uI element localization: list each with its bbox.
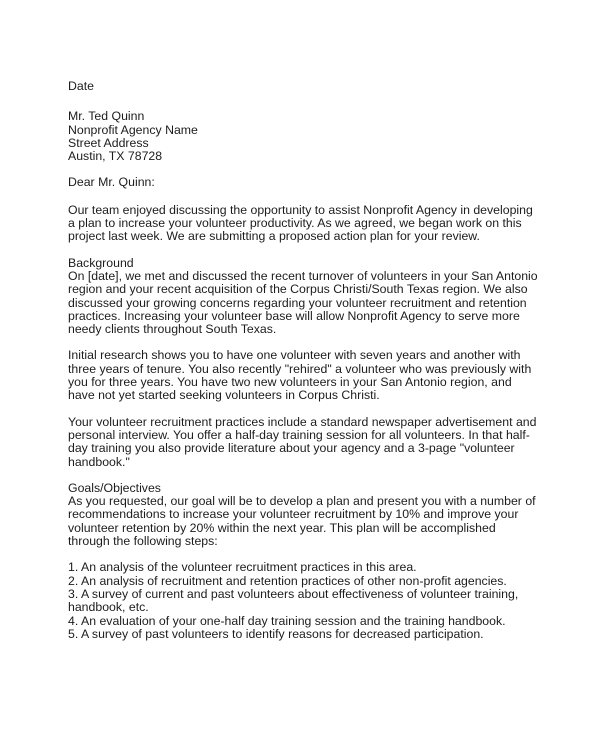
background-paragraph-2: Initial research shows you to have one volunteer with seven years and another with three years of tenure. You also recently "rehired" a volunteer who was previously with you for three years. You have two new volunteers in your San Antonio region, and have not yet started seeking volunteers in Corpus Christi. (68, 348, 532, 403)
salutation: Dear Mr. Quinn: (68, 175, 155, 190)
background-paragraph-3: Your volunteer recruitment practices include a standard newspaper advertisement and personal interview. You offer a half-day training session for all volunteers. In that half-day training you also provide literature about your agency and a 3-page "volunteer handbook." (68, 414, 537, 469)
list-item: 1. An analysis of the volunteer recruitment practices in this area. (68, 560, 417, 575)
recipient-city: Austin, TX 78728 (68, 149, 163, 164)
goals-paragraph: As you requested, our goal will be to develop a plan and present you with a number of recommendations to increase your volunteer recruitment by 10% and improve your volunteer retention by 20% within the next year. This plan will be accomplished through the following steps: (68, 494, 536, 549)
goals-heading: Goals/Objectives (68, 480, 161, 495)
recipient-address (68, 110, 538, 163)
list-item: 5. A survey of past volunteers to identify reasons for decreased participation. (68, 626, 484, 641)
list-item: 3. A survey of current and past volunteers about effectiveness of volunteer training, handbook, etc. (68, 586, 519, 615)
list-item: 2. An analysis of recruitment and retention practices of other non-profit agencies. (68, 573, 507, 588)
recipient-name: Mr. Ted Quinn (68, 109, 145, 124)
recipient-street: Street Address (68, 135, 149, 150)
letter-date: Date (68, 79, 94, 93)
background-heading: Background (68, 255, 134, 270)
intro-paragraph: Our team enjoyed discussing the opportunity to assist Nonprofit Agency in developing a plan to increase your volunteer productivity. As we agreed, we began work on this project last week. We are submitting a proposed action plan for your review. (68, 202, 533, 244)
steps-list (68, 561, 538, 641)
background-paragraph-1: On [date], we met and discussed the recent turnover of volunteers in your San Antonio region and your recent acquisition of the Corpus Christi/South Texas region. We also discussed your growing concerns regarding your volunteer recruitment and retention practices. Increasing your volunteer base will allow Nonprofit Agency to serve more needy clients throughout South Texas. (68, 268, 538, 337)
list-item: 4. An evaluation of your one-half day training session and the training handbook. (68, 613, 506, 628)
recipient-org: Nonprofit Agency Name (68, 122, 198, 137)
letter-body (68, 80, 538, 641)
